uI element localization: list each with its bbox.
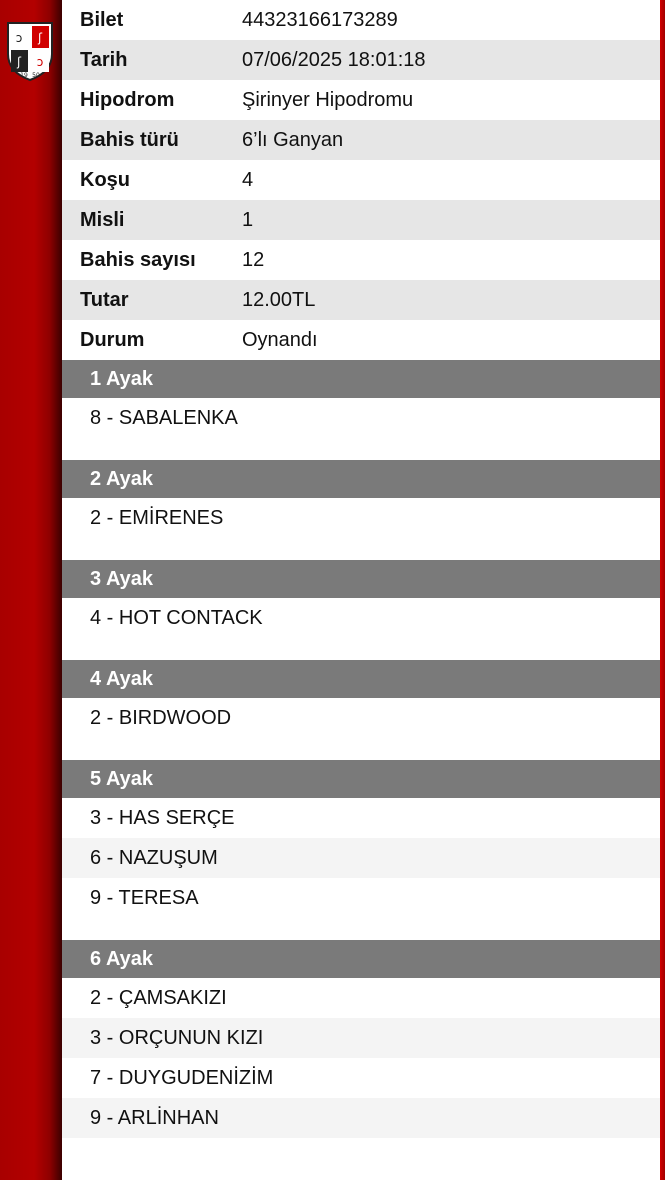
leg-section-1 xyxy=(62,360,660,460)
leg-section-6 xyxy=(62,940,660,1138)
horse-selection: 7 - DUYGUDENİZİM xyxy=(90,1066,274,1089)
club-logo-icon[interactable] xyxy=(5,20,55,82)
ticket-multiplier: 1 xyxy=(242,208,254,231)
ticket-label: Bahis sayısı xyxy=(80,248,196,271)
horse-selection: 2 - ÇAMSAKIZI xyxy=(90,986,227,1009)
horse-selection: 4 - HOT CONTACK xyxy=(90,606,263,629)
ticket-info-table xyxy=(62,0,660,360)
ticket-label: Tutar xyxy=(80,288,129,311)
svg-text:ʃ: ʃ xyxy=(37,31,43,45)
ticket-row-bahis-turu xyxy=(62,120,660,160)
leg-section-4 xyxy=(62,660,660,760)
ticket-status: Oynandı xyxy=(242,328,318,351)
ticket-number: 44323166173289 xyxy=(242,8,398,31)
horse-selection: 2 - BIRDWOOD xyxy=(90,706,232,729)
sidebar xyxy=(0,0,62,1180)
logo-year-right: 50 xyxy=(32,72,40,79)
ticket-row-tutar xyxy=(62,280,660,320)
ticket-row-misli xyxy=(62,200,660,240)
horse-selection: 9 - ARLİNHAN xyxy=(62,1098,660,1138)
svg-text:ↄ: ↄ xyxy=(15,31,23,45)
right-edge-border xyxy=(660,0,665,1180)
leg-header: 4 Ayak xyxy=(62,660,660,698)
ticket-label: Misli xyxy=(80,208,125,231)
leg-section-3 xyxy=(62,560,660,660)
ticket-row-hipodrom xyxy=(62,80,660,120)
horse-selection: 6 - NAZUŞUM xyxy=(62,838,660,878)
leg-header: 1 Ayak xyxy=(62,360,660,398)
ticket-row-durum xyxy=(62,320,660,360)
horse-selection: 2 - EMİRENES xyxy=(90,506,224,529)
ticket-row-bahis-sayisi xyxy=(62,240,660,280)
leg-header: 6 Ayak xyxy=(62,940,660,978)
ticket-bet-count: 12 xyxy=(242,248,265,271)
ticket-label: Bahis türü xyxy=(80,128,179,151)
ticket-label: Hipodrom xyxy=(80,88,175,111)
ticket-row-tarih xyxy=(62,40,660,80)
leg-header: 3 Ayak xyxy=(62,560,660,598)
ticket-label: Durum xyxy=(80,328,145,351)
svg-text:ↄ: ↄ xyxy=(36,55,44,69)
ticket-racecourse: Şirinyer Hipodromu xyxy=(242,88,414,111)
horse-selection: 8 - SABALENKA xyxy=(90,406,238,429)
leg-header: 5 Ayak xyxy=(62,760,660,798)
leg-section-5 xyxy=(62,760,660,940)
ticket-date: 07/06/2025 18:01:18 xyxy=(242,48,426,71)
ticket-row-kosu xyxy=(62,160,660,200)
ticket-bet-type: 6’lı Ganyan xyxy=(242,128,344,151)
ticket-detail-panel xyxy=(62,0,660,1180)
ticket-race: 4 xyxy=(242,168,254,191)
ticket-row-bilet xyxy=(62,0,660,40)
logo-year-left: 19 xyxy=(20,72,28,79)
horse-selection: 9 - TERESA xyxy=(90,886,199,909)
leg-header: 2 Ayak xyxy=(62,460,660,498)
ticket-amount: 12.00TL xyxy=(242,288,316,311)
ticket-label: Bilet xyxy=(80,8,124,31)
svg-text:ʃ: ʃ xyxy=(16,55,22,69)
leg-section-2 xyxy=(62,460,660,560)
ticket-label: Tarih xyxy=(80,48,128,71)
horse-selection: 3 - HAS SERÇE xyxy=(90,806,235,829)
horse-selection: 3 - ORÇUNUN KIZI xyxy=(62,1018,660,1058)
ticket-label: Koşu xyxy=(80,168,130,191)
